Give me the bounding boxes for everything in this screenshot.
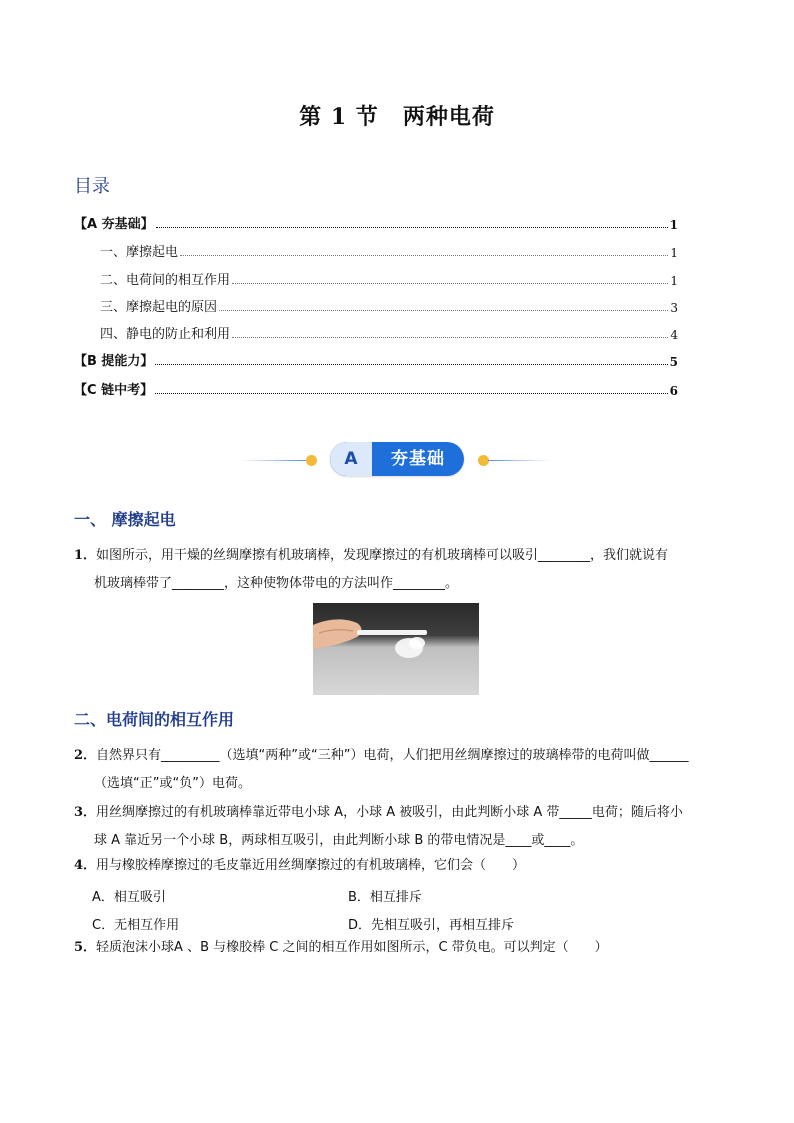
question-text: 如图所示，用干燥的丝绸摩擦有机玻璃棒，发现摩擦过的有机玻璃棒可以吸引________，我们就说有 xyxy=(96,548,669,563)
toc-entry-page: 4 xyxy=(670,328,678,342)
toc-entry-1[interactable] xyxy=(100,238,678,260)
toc-entry-label: 【B 提能力】 xyxy=(74,354,154,369)
toc-entry-page: 1 xyxy=(670,246,678,260)
option-b[interactable]: B．相互排斥 xyxy=(348,890,422,905)
rod-and-paper-illustration xyxy=(313,603,479,695)
toc-leader-dots xyxy=(219,309,668,311)
question-4 xyxy=(74,852,724,880)
toc-entry-label: 一、摩擦起电 xyxy=(100,245,179,260)
page-title xyxy=(0,100,794,131)
toc-entry-a[interactable] xyxy=(74,210,678,232)
question-text-cont: 球 A 靠近另一个小球 B，两球相互吸引，由此判断小球 B 的带电情况是____或____。 xyxy=(94,833,584,848)
question-text-cont: （选填“正”或“负”）电荷。 xyxy=(94,776,251,791)
toc-entry-4[interactable] xyxy=(100,320,678,342)
toc-leader-dots xyxy=(232,282,668,284)
hand-shape xyxy=(313,619,362,649)
toc-leader-dots xyxy=(156,226,668,228)
toc-heading: 目录 xyxy=(74,176,110,197)
toc-entry-page: 1 xyxy=(669,218,678,232)
toc-entry-label: 三、摩擦起电的原因 xyxy=(100,300,218,315)
option-d[interactable]: D．先相互吸引，再相互排斥 xyxy=(348,918,515,933)
question-number: 5． xyxy=(74,940,97,955)
question-number: 4． xyxy=(74,858,97,873)
toc-entry-page: 5 xyxy=(669,355,678,369)
question-text: 轻质泡沫小球A 、B 与橡胶棒 C 之间的相互作用如图所示，C 带负电。可以判定（ ） xyxy=(96,940,608,955)
question-number: 1． xyxy=(74,548,97,563)
toc-entry-3[interactable] xyxy=(100,293,678,315)
question-text-cont: 机玻璃棒带了________，这种使物体带电的方法叫作________。 xyxy=(94,576,459,591)
question-text: 用丝绸摩擦过的有机玻璃棒靠近带电小球 A，小球 A 被吸引，由此判断小球 A 带_____电荷；随后将小 xyxy=(96,805,683,820)
toc-entry-c[interactable] xyxy=(74,376,678,398)
toc-entry-label: 【C 链中考】 xyxy=(74,383,154,398)
toc-entry-page: 3 xyxy=(670,301,678,315)
paper-scraps-top xyxy=(409,637,425,649)
toc-entry-page: 6 xyxy=(669,384,678,398)
question-number: 2． xyxy=(74,748,97,763)
question-2 xyxy=(74,742,724,798)
banner-right-line xyxy=(488,460,550,461)
title-section-number: 第 1 节 xyxy=(299,104,379,130)
section-banner xyxy=(240,440,550,480)
question-text: 自然界只有_________（选填“两种”或“三种”）电荷，人们把用丝绸摩擦过的玻璃棒带的电荷叫做______ xyxy=(96,748,689,763)
question-number: 3． xyxy=(74,805,97,820)
question-3 xyxy=(74,799,724,855)
glass-rod xyxy=(357,630,427,635)
question-1 xyxy=(74,542,724,598)
option-c[interactable]: C．无相互作用 xyxy=(92,918,180,933)
toc-leader-dots xyxy=(180,254,668,256)
toc-leader-dots xyxy=(155,392,668,394)
option-a[interactable]: A．相互吸引 xyxy=(92,890,166,905)
toc-entry-b[interactable] xyxy=(74,347,678,369)
toc-leader-dots xyxy=(232,336,668,338)
banner-left-dot xyxy=(306,455,317,466)
question-text: 用与橡胶棒摩擦过的毛皮靠近用丝绸摩擦过的有机玻璃棒，它们会（ ） xyxy=(96,858,526,873)
banner-left-line xyxy=(240,460,306,461)
banner-pill xyxy=(330,442,464,476)
section-heading-friction: 一、 摩擦起电 xyxy=(74,510,176,529)
title-topic: 两种电荷 xyxy=(402,104,495,130)
section-heading-interaction: 二、电荷间的相互作用 xyxy=(74,710,235,729)
question-5 xyxy=(74,934,724,962)
toc-entry-page: 1 xyxy=(670,274,678,288)
toc-entry-label: 四、静电的防止和利用 xyxy=(100,327,231,342)
toc-entry-2[interactable] xyxy=(100,266,678,288)
banner-text: 夯基础 xyxy=(391,449,445,469)
toc-entry-label: 【A 夯基础】 xyxy=(74,217,154,232)
experiment-photo xyxy=(313,603,479,695)
toc-leader-dots xyxy=(155,363,667,365)
toc-entry-label: 二、电荷间的相互作用 xyxy=(100,273,231,288)
banner-letter: A xyxy=(330,442,372,476)
